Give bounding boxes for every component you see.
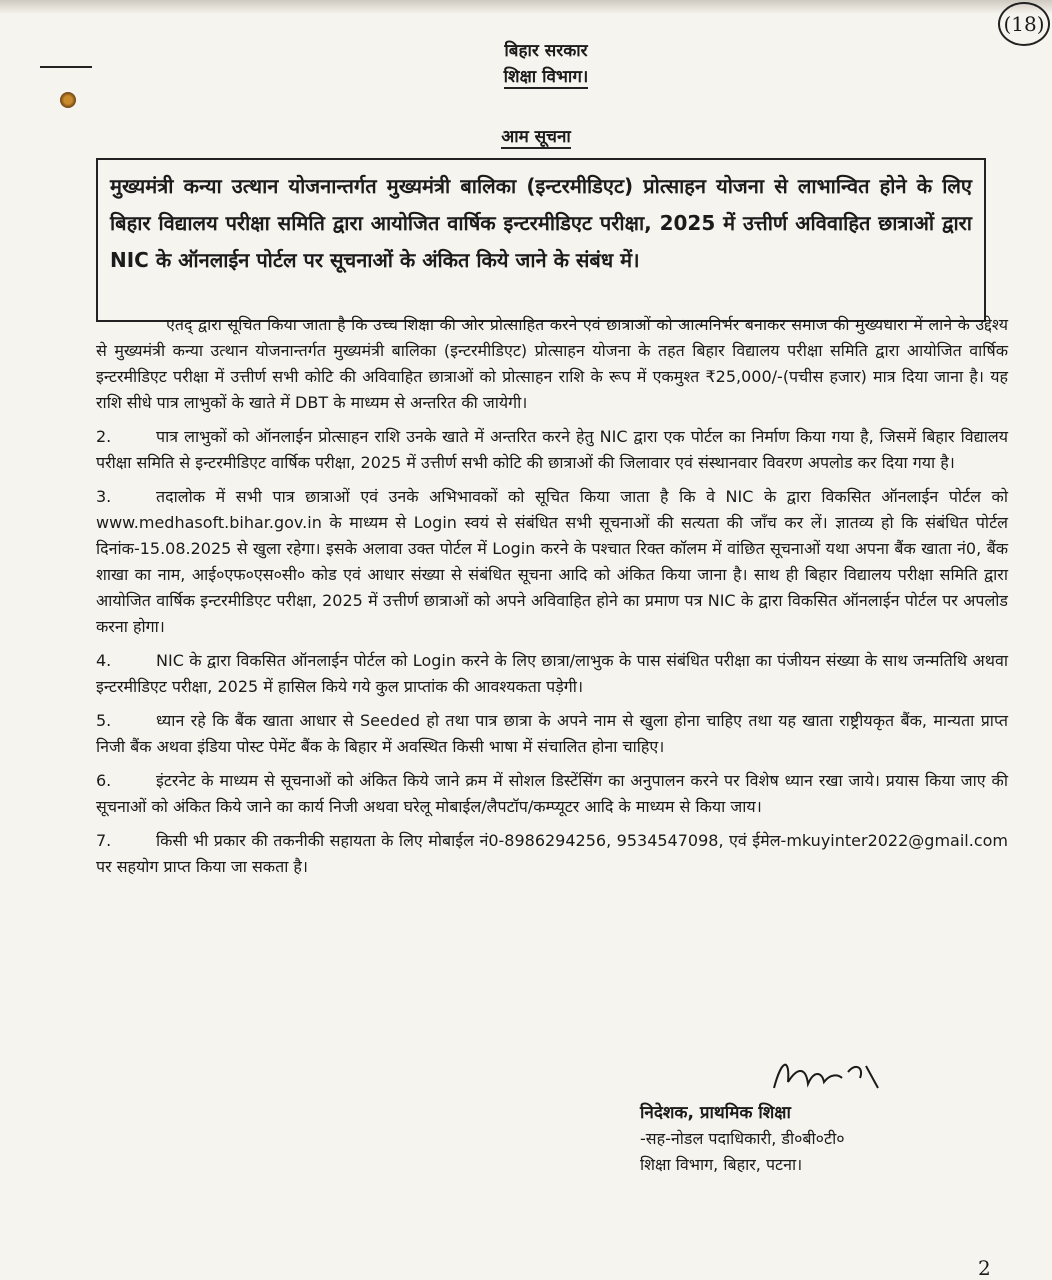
notice-title: आम सूचना [501, 127, 571, 147]
paragraph-3: 3. तदालोक में सभी पात्र छात्राओं एवं उनके अभिभावकों को सूचित किया जाता है कि वे NIC के द्वारा विकसित ऑनलाईन पोर्टल को www.medhasoft.bihar.gov.in के माध्यम से Login स्वयं से संबंधित सभी सूचनाओं की सत्यता की जाँच कर लें। ज्ञातव्य हो कि संबंधित पोर्टल दिनांक-15.08.2025 से खुला रहेगा। इसके अलावा उक्त पोर्टल में Login करने के पश्चात रिक्त कॉलम में वांछित सूचनाओं यथा अपना बैंक खाता नं0, बैंक शाखा का नाम, आई०एफ०एस०सी० कोड एवं आधार संख्या से संबंधित सूचना आदि को अंकित किया जाना है। साथ ही बिहार विद्यालय परीक्षा समिति द्वारा आयोजित वार्षिक इन्टरमीडिएट परीक्षा, 2025 में उत्तीर्ण छात्राओं को अपने अविवाहित होने का प्रमाण पत्र NIC के द्वारा विकसित ऑनलाईन पोर्टल पर अपलोड करना होगा। [96, 487, 1008, 636]
page-top-edge [0, 0, 1052, 14]
signature-scribble-icon [768, 1048, 888, 1100]
signature-block [640, 1100, 940, 1178]
paragraph-7: 7. किसी भी प्रकार की तकनीकी सहायता के लिए मोबाईल नं0-8986294256, 9534547098, एवं ईमेल-mkuyinter2022@gmail.com पर सहयोग प्राप्त किया जा सकता है। [96, 831, 1008, 876]
paragraph-6: 6. इंटरनेट के माध्यम से सूचनाओं को अंकित किये जाने क्रम में सोशल डिस्टेंसिंग का अनुपालन करने पर विशेष ध्यान रखा जाये। प्रयास किया जाए की सूचनाओं को अंकित किये जाने का कार्य निजी अथवा घरेलू मोबाईल/लैपटॉप/कम्प्यूटर आदि के माध्यम से किया जाय। [96, 771, 1008, 816]
signatory-office: शिक्षा विभाग, बिहार, पटना। [640, 1155, 803, 1174]
header-government: बिहार सरकार [504, 41, 588, 61]
subject-box: मुख्यमंत्री कन्या उत्थान योजनान्तर्गत मुख्यमंत्री बालिका (इन्टरमीडिएट) प्रोत्साहन योजना से लाभान्वित होने के लिए बिहार विद्यालय परीक्षा समिति द्वारा आयोजित वार्षिक इन्टरमीडिएट परीक्षा, 2025 में उत्तीर्ण अविवाहित छात्राओं द्वारा NIC के ऑनलाईन पोर्टल पर सूचनाओं के अंकित किये जाने के संबंध में। [96, 158, 986, 322]
punch-hole-icon [60, 92, 76, 108]
paragraph-4: 4. NIC के द्वारा विकसित ऑनलाईन पोर्टल को Login करने के लिए छात्रा/लाभुक के पास संबंधित परीक्षा का पंजीयन संख्या के साथ जन्मतिथि अथवा इन्टरमीडिएट परीक्षा, 2025 में हासिल किये गये कुल प्राप्तांक की आवश्यकता पड़ेगी। [96, 651, 1008, 696]
signatory-title: निदेशक, प्राथमिक शिक्षा [640, 1103, 791, 1123]
corner-mark: 2 [978, 1256, 991, 1280]
paragraph-2: 2. पात्र लाभुकों को ऑनलाईन प्रोत्साहन राशि उनके खाते में अन्तरित करने हेतु NIC द्वारा एक पोर्टल का निर्माण किया गया है, जिसमें बिहार विद्यालय परीक्षा समिति से इन्टरमीडिएट वार्षिक परीक्षा, 2025 में उत्तीर्ण सभी कोटि की छात्राओं की जिलावार एवं संस्थानवार विवरण अपलोड कर दिया गया है। [96, 427, 1008, 472]
paragraph-5: 5. ध्यान रहे कि बैंक खाता आधार से Seeded हो तथा पात्र छात्रा के अपने नाम से खुला होना चाहिए तथा यह खाता राष्ट्रीयकृत बैंक, मान्यता प्राप्त निजी बैंक अथवा इंडिया पोस्ट पेमेंट बैंक के बिहार में अवस्थित किसी भाषा में संचालित होना चाहिए। [96, 711, 1008, 756]
notice-body [96, 312, 1008, 888]
page-number: (18) [998, 2, 1050, 46]
signatory-role: -सह-नोडल पदाधिकारी, डी०बी०टी० [640, 1129, 845, 1148]
header-department: शिक्षा विभाग। [0, 64, 1052, 89]
paragraph-1: एतद् द्वारा सूचित किया जाता है कि उच्च शिक्षा की ओर प्रोत्साहित करने एवं छात्राओं को आत्मनिर्भर बनाकर समाज की मुख्यधारा में लाने के उद्देश्य से मुख्यमंत्री कन्या उत्थान योजनान्तर्गत मुख्यमंत्री बालिका (इन्टरमीडिएट) प्रोत्साहन योजना के तहत बिहार विद्यालय परीक्षा समिति द्वारा आयोजित वार्षिक इन्टरमीडिएट परीक्षा में उत्तीर्ण सभी कोटि की अविवाहित छात्राओं को प्रोत्साहन राशि के रूप में एकमुश्त ₹25,000/-(पचीस हजार) मात्र दिया जाना है। यह राशि सीधे पात्र लाभुकों के खाते में DBT के माध्यम से अन्तरित की जायेगी। [96, 315, 1008, 412]
